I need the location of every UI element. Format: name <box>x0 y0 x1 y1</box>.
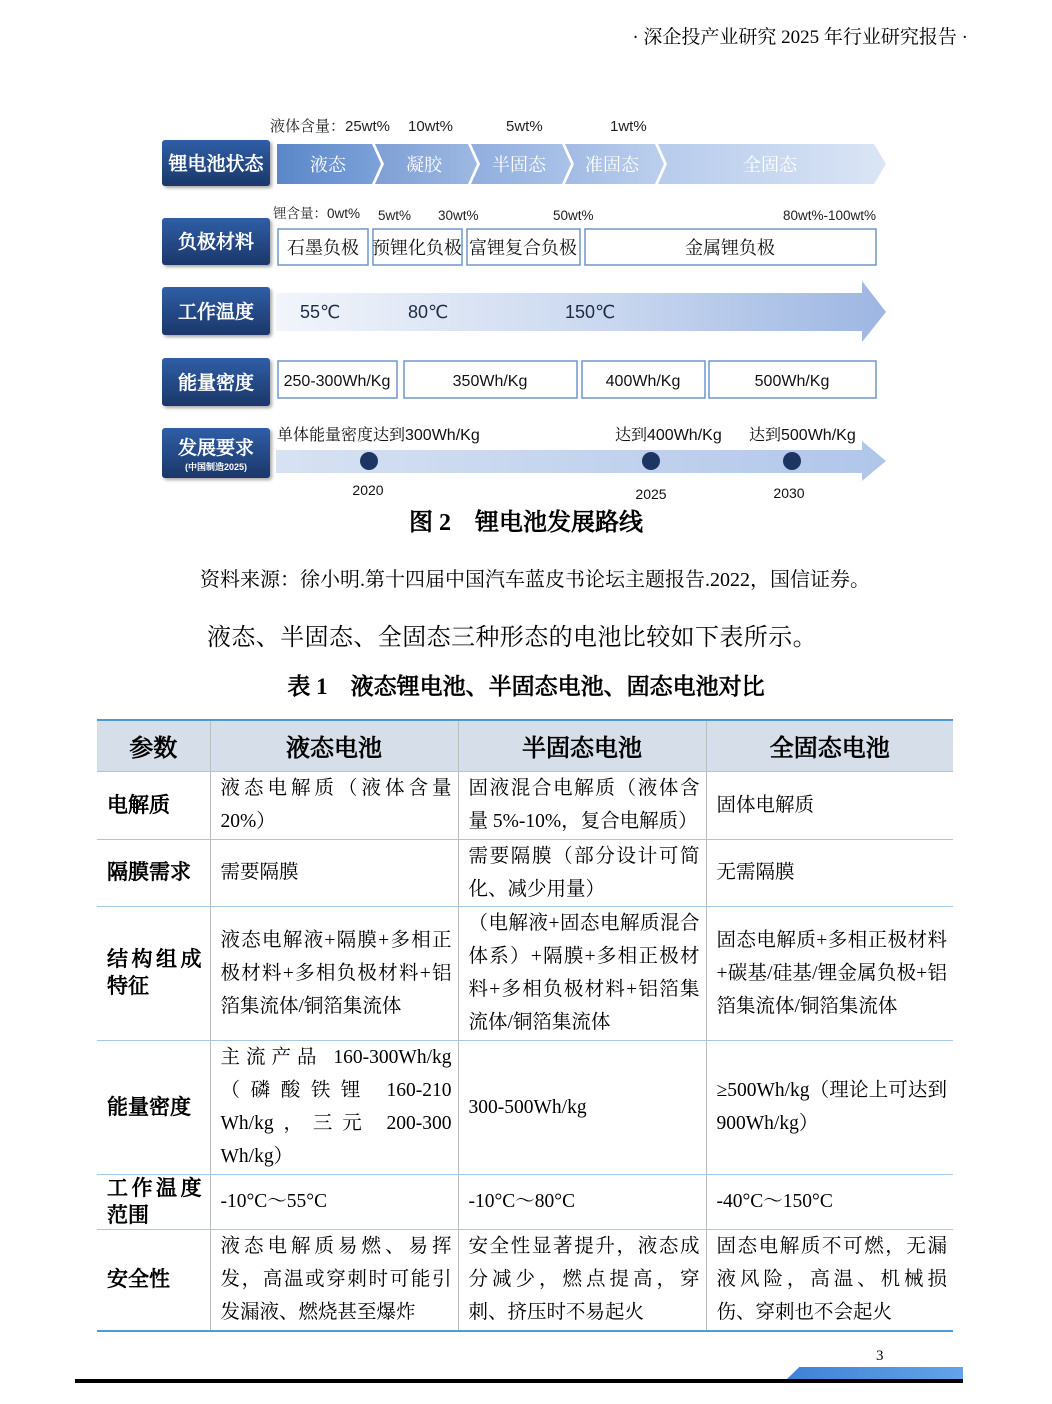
liquid-content-marker-25: 液体含量：25wt% <box>270 118 391 135</box>
label-energy-density: 能量密度 <box>177 373 255 394</box>
stage-label-quasi-solid: 准固态 <box>585 155 639 175</box>
goal-2025: 达到400Wh/Kg <box>615 427 722 444</box>
year-2020: 2020 <box>352 482 384 498</box>
header-liquid-battery: 液态电池 <box>210 720 458 771</box>
cell-all-solid: 固态电解质+多相正极材料+碳基/硅基/锂金属负极+铝箔集流体/铜箔集流体 <box>706 906 953 1040</box>
density-label-500: 500Wh/Kg <box>754 373 830 390</box>
table-row-electrolyte <box>97 771 953 839</box>
cell-all-solid: 固体电解质 <box>706 771 953 839</box>
cell-liquid: 液态电解质易燃、易挥发，高温或穿刺时可能引发漏液、燃烧甚至爆炸 <box>210 1229 458 1331</box>
row-label: 结构组成特征 <box>97 906 210 1040</box>
cell-semi-solid: （电解液+固态电解质混合体系）+隔膜+多相正极材料+多相负极材料+铝箔集流体/铜箔集流体 <box>458 906 706 1040</box>
table-row-separator <box>97 839 953 906</box>
table-row-temperature-range <box>97 1174 953 1229</box>
cell-all-solid: -40°C～150°C <box>706 1174 953 1229</box>
lithium-content-marker-30: 30wt% <box>438 208 479 223</box>
anode-label-lithium-metal: 金属锂负极 <box>685 238 775 258</box>
table-caption: 表 1 液态锂电池、半固态电池、固态电池对比 <box>287 674 765 699</box>
footer-accent-bar <box>787 1367 963 1379</box>
table-row-energy-density <box>97 1040 953 1174</box>
cell-all-solid: 无需隔膜 <box>706 839 953 906</box>
body-paragraph: 液态、半固态、全固态三种形态的电池比较如下表所示。 <box>207 625 817 651</box>
cell-liquid: -10°C～55°C <box>210 1174 458 1229</box>
header-semi-solid-battery: 半固态电池 <box>458 720 706 771</box>
temperature-value-55: 55℃ <box>300 302 341 322</box>
cell-liquid: 液态电解液+隔膜+多相正极材料+多相负极材料+铝箔集流体/铜箔集流体 <box>210 906 458 1040</box>
battery-roadmap-figure <box>150 105 895 505</box>
stage-label-gel: 凝胶 <box>406 155 442 175</box>
table-row-safety <box>97 1229 953 1331</box>
cell-semi-solid: 固液混合电解质（液体含量 5%-10%，复合电解质） <box>458 771 706 839</box>
goal-2030: 达到500Wh/Kg <box>749 427 856 444</box>
density-label-250-300: 250-300Wh/Kg <box>283 373 391 390</box>
lithium-content-marker-5: 5wt% <box>378 208 412 223</box>
anode-label-lithium-rich: 富锂复合负极 <box>469 238 577 258</box>
anode-label-prelithiated: 预锂化负极 <box>372 238 462 258</box>
cell-liquid: 主流产品 160-300Wh/kg（磷酸铁锂 160-210 Wh/kg，三元 200-300 Wh/kg） <box>210 1040 458 1174</box>
label-development: 发展要求 <box>177 438 255 459</box>
goal-2020: 单体能量密度达到300Wh/Kg <box>277 427 480 444</box>
footer-rule <box>75 1379 963 1383</box>
temperature-value-150: 150℃ <box>565 302 616 322</box>
cell-semi-solid: 300-500Wh/kg <box>458 1040 706 1174</box>
row-development-requirements <box>162 426 886 502</box>
label-anode: 负极材料 <box>177 232 255 253</box>
row-battery-state <box>162 117 886 186</box>
timeline-dot-2020 <box>360 452 378 470</box>
temperature-value-80: 80℃ <box>408 302 449 322</box>
lithium-content-marker-80-100: 80wt%-100wt% <box>783 208 877 223</box>
row-label: 安全性 <box>97 1229 210 1331</box>
label-development-sub: (中国制造2025) <box>184 462 248 472</box>
year-2030: 2030 <box>773 485 805 501</box>
table-header-row <box>97 720 953 771</box>
figure-caption: 图 2 锂电池发展路线 <box>409 510 643 536</box>
running-title: · 深企投产业研究 2025 年行业研究报告 · <box>632 27 968 48</box>
density-label-400: 400Wh/Kg <box>605 373 681 390</box>
cell-semi-solid: -10°C～80°C <box>458 1174 706 1229</box>
cell-liquid: 液态电解质（液体含量20%） <box>210 771 458 839</box>
row-energy-density <box>162 358 876 406</box>
cell-all-solid: ≥500Wh/kg（理论上可达到 900Wh/kg） <box>706 1040 953 1174</box>
header-parameter: 参数 <box>97 720 210 771</box>
density-label-350: 350Wh/Kg <box>452 373 528 390</box>
row-label: 隔膜需求 <box>97 839 210 906</box>
cell-semi-solid: 安全性显著提升，液态成分减少，燃点提高，穿刺、挤压时不易起火 <box>458 1229 706 1331</box>
cell-semi-solid: 需要隔膜（部分设计可简化、减少用量） <box>458 839 706 906</box>
row-anode-material <box>162 205 876 265</box>
stage-label-liquid: 液态 <box>310 155 346 175</box>
timeline-dot-2030 <box>783 452 801 470</box>
anode-label-graphite: 石墨负极 <box>287 238 359 258</box>
lithium-content-marker-0: 锂含量：0wt% <box>273 206 361 221</box>
row-label: 电解质 <box>97 771 210 839</box>
figure-source: 资料来源：徐小明.第十四届中国汽车蓝皮书论坛主题报告.2022，国信证券。 <box>200 569 870 591</box>
liquid-content-marker-1: 1wt% <box>610 118 647 135</box>
header-all-solid-battery: 全固态电池 <box>706 720 953 771</box>
cell-liquid: 需要隔膜 <box>210 839 458 906</box>
year-2025: 2025 <box>635 486 667 502</box>
cell-all-solid: 固态电解质不可燃，无漏液风险，高温、机械损伤、穿刺也不会起火 <box>706 1229 953 1331</box>
stage-label-all-solid: 全固态 <box>743 155 797 175</box>
table-row-structure <box>97 906 953 1040</box>
row-label: 工作温度范围 <box>97 1174 210 1229</box>
stage-label-semi-solid: 半固态 <box>492 155 546 175</box>
row-working-temperature <box>162 281 886 342</box>
label-battery-state: 锂电池状态 <box>168 154 264 175</box>
liquid-content-marker-10: 10wt% <box>408 118 454 135</box>
lithium-content-marker-50: 50wt% <box>553 208 594 223</box>
row-label: 能量密度 <box>97 1040 210 1174</box>
battery-comparison-table <box>97 719 953 1332</box>
timeline-dot-2025 <box>642 452 660 470</box>
liquid-content-marker-5: 5wt% <box>506 118 543 135</box>
page-number: 3 <box>876 1348 884 1364</box>
label-temperature: 工作温度 <box>177 302 255 323</box>
